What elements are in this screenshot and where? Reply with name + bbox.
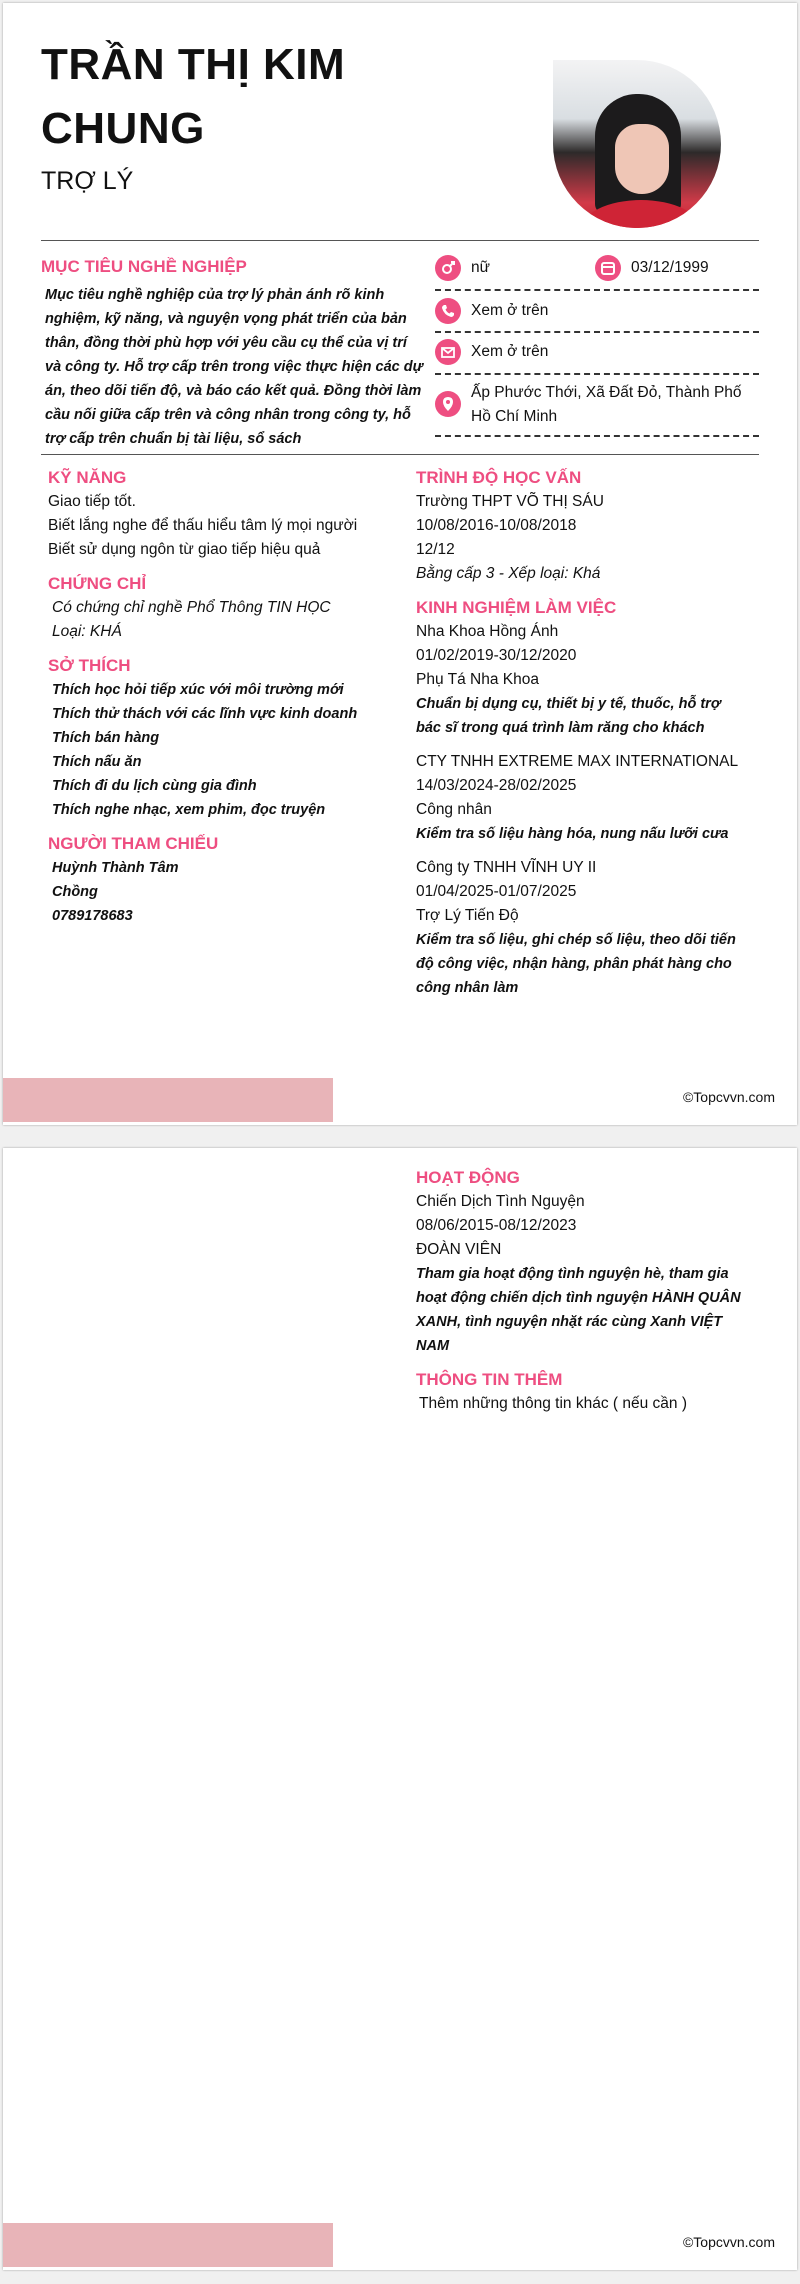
job-description: độ công việc, nhận hàng, phân phát hàng cho xyxy=(416,956,732,972)
skills-title: KỸ NĂNG xyxy=(48,468,127,487)
footer-credit: ©Topcvvn.com xyxy=(682,1089,775,1105)
contact-address xyxy=(435,381,742,429)
right-column-page-2 xyxy=(416,1166,761,1416)
job-period: 01/04/2025-01/07/2025 xyxy=(416,883,577,900)
right-column xyxy=(416,466,761,1010)
education-grade: 12/12 xyxy=(416,541,455,558)
header-divider xyxy=(41,240,759,241)
job-entry xyxy=(416,620,761,740)
location-pin-icon xyxy=(435,391,461,417)
candidate-name: TRẦN THỊ KIM CHUNG xyxy=(41,40,346,153)
education-note: Bằng cấp 3 - Xếp loại: Khá xyxy=(416,565,601,582)
profile-photo xyxy=(553,60,721,228)
reference-item: Huỳnh Thành Tâm xyxy=(52,860,179,876)
contact-phone xyxy=(435,298,548,324)
job-description: công nhân làm xyxy=(416,980,519,996)
job-period: 01/02/2019-30/12/2020 xyxy=(416,647,577,664)
activity-role: ĐOÀN VIÊN xyxy=(416,1241,502,1258)
gender-icon xyxy=(435,255,461,281)
hobby-item: Thích nghe nhạc, xem phim, đọc truyện xyxy=(52,802,326,818)
job-entry xyxy=(416,750,761,846)
activity-name: Chiến Dịch Tình Nguyện xyxy=(416,1193,585,1210)
additional-info-text: Thêm những thông tin khác ( nếu cần ) xyxy=(419,1395,688,1412)
references-title: NGƯỜI THAM CHIẾU xyxy=(48,834,219,853)
gender-value: nữ xyxy=(471,259,490,276)
hobby-item: Thích thử thách với các lĩnh vực kinh doanh xyxy=(52,706,358,722)
reference-item: Chồng xyxy=(52,884,98,900)
reference-item: 0789178683 xyxy=(52,908,133,924)
address-line-1: Ấp Phước Thới, Xã Đất Đỏ, Thành Phố xyxy=(471,384,742,401)
additional-info-title: THÔNG TIN THÊM xyxy=(416,1370,563,1389)
contact-birthdate xyxy=(595,255,709,281)
job-company: Nha Khoa Hồng Ánh xyxy=(416,623,559,640)
job-period: 14/03/2024-28/02/2025 xyxy=(416,777,577,794)
footer-bar xyxy=(3,1078,333,1122)
footer-bar xyxy=(3,2223,333,2267)
hobby-item: Thích đi du lịch cùng gia đình xyxy=(52,778,257,794)
certificates-title: CHỨNG CHỈ xyxy=(48,574,147,593)
job-position: Trợ Lý Tiến Độ xyxy=(416,907,519,924)
hobbies-title: SỞ THÍCH xyxy=(48,656,131,675)
hobby-item: Thích nấu ăn xyxy=(52,754,142,770)
job-position: Phụ Tá Nha Khoa xyxy=(416,671,539,688)
cv-page-1 xyxy=(3,3,797,1125)
section-divider xyxy=(41,454,759,455)
job-company: CTY TNHH EXTREME MAX INTERNATIONAL xyxy=(416,753,739,770)
footer-credit: ©Topcvvn.com xyxy=(682,2234,775,2250)
experience-title: KINH NGHIỆM LÀM VIỆC xyxy=(416,598,617,617)
job-company: Công ty TNHH VĨNH UY II xyxy=(416,859,597,876)
phone-icon xyxy=(435,298,461,324)
candidate-role: TRỢ LÝ xyxy=(41,167,134,195)
certificate-item: Có chứng chỉ nghề Phổ Thông TIN HỌC xyxy=(52,599,331,616)
activity-period: 08/06/2015-08/12/2023 xyxy=(416,1217,577,1234)
job-entry xyxy=(416,856,761,1000)
education-title: TRÌNH ĐỘ HỌC VẤN xyxy=(416,468,582,487)
education-school: Trường THPT VÕ THỊ SÁU xyxy=(416,493,604,510)
email-icon xyxy=(435,339,461,365)
skill-item: Giao tiếp tốt. xyxy=(48,493,136,510)
activity-description: NAM xyxy=(416,1338,450,1354)
job-description: Chuẩn bị dụng cụ, thiết bị y tế, thuốc, hỗ trợ xyxy=(416,696,721,712)
calendar-icon xyxy=(595,255,621,281)
email-value: Xem ở trên xyxy=(471,343,549,360)
job-position: Công nhân xyxy=(416,801,492,818)
activities-title: HOẠT ĐỘNG xyxy=(416,1168,520,1187)
contact-email xyxy=(435,339,548,365)
job-description: Kiểm tra số liệu hàng hóa, nung nấu lưỡi cưa xyxy=(416,826,729,842)
birthdate-value: 03/12/1999 xyxy=(631,259,709,276)
phone-value: Xem ở trên xyxy=(471,302,549,319)
job-description: bác sĩ trong quá trình làm răng cho khách xyxy=(416,720,705,736)
job-description: Kiểm tra số liệu, ghi chép số liệu, theo dõi tiến xyxy=(416,932,736,948)
skill-item: Biết sử dụng ngôn từ giao tiếp hiệu quả xyxy=(48,541,321,558)
activity-description: Tham gia hoạt động tình nguyện hè, tham gia xyxy=(416,1266,729,1282)
activity-description: XANH, tình nguyện nhặt rác cùng Xanh VIỆT xyxy=(416,1314,723,1330)
hobby-item: Thích học hỏi tiếp xúc với môi trường mới xyxy=(52,682,344,698)
certificate-item: Loại: KHÁ xyxy=(52,623,122,640)
objective-title: MỤC TIÊU NGHỀ NGHIỆP xyxy=(41,257,247,276)
skill-item: Biết lắng nghe để thấu hiểu tâm lý mọi người xyxy=(48,517,358,534)
contact-gender xyxy=(435,255,490,281)
education-period: 10/08/2016-10/08/2018 xyxy=(416,517,577,534)
objective-text: Mục tiêu nghề nghiệp của trợ lý phản ánh rõ kinh nghiệm, kỹ năng, và nguyện vọng phát triển của bản thân, đồng thời phù hợp với yêu cầu cụ thể của vị trí và công ty. Hỗ trợ cấp trên trong việc thực hiện các dự án, theo dõi tiến độ, và báo cáo kết quả. Đồng thời làm cầu nối giữa cấp trên và công nhân trong công ty, hỗ trợ cấp trên chuẩn bị tài liệu, sổ sách xyxy=(45,287,423,447)
hobby-item: Thích bán hàng xyxy=(52,730,160,746)
left-column xyxy=(48,466,428,928)
cv-page-2 xyxy=(3,1148,797,2270)
address-line-2: Hồ Chí Minh xyxy=(471,408,558,425)
activity-description: hoạt động chiến dịch tình nguyện HÀNH QUÂN xyxy=(416,1290,741,1306)
